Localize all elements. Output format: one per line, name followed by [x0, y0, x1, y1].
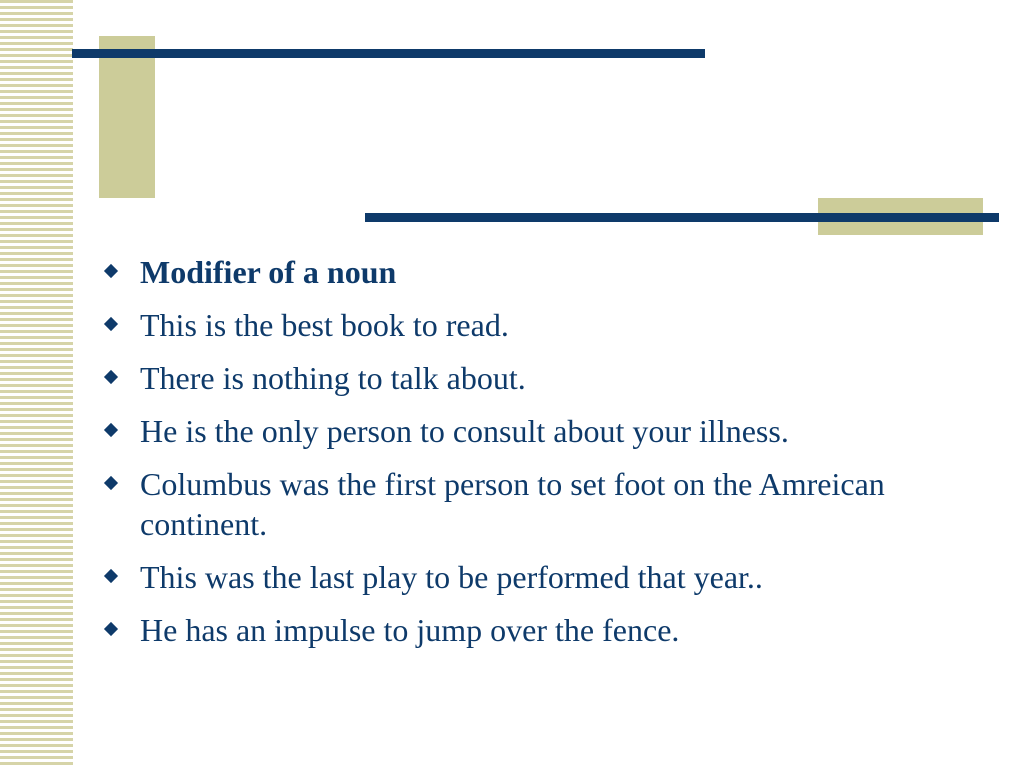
diamond-bullet-icon [104, 317, 118, 331]
decorative-olive-block-left [99, 36, 155, 198]
bullet-item [100, 252, 1000, 292]
bullet-item [100, 411, 1000, 451]
bullet-text: There is nothing to talk about. [140, 360, 526, 396]
decorative-navy-line-top [72, 49, 705, 58]
bullet-text: Columbus was the first person to set foot on the Amreican continent. [140, 466, 885, 542]
diamond-bullet-icon [104, 423, 118, 437]
diamond-bullet-icon [104, 569, 118, 583]
decorative-stripe-band [0, 0, 73, 768]
bullet-item [100, 610, 1000, 650]
bullet-item [100, 305, 1000, 345]
bullet-item [100, 464, 1000, 544]
diamond-bullet-icon [104, 476, 118, 490]
bullet-text: This was the last play to be performed that year.. [140, 559, 763, 595]
diamond-bullet-icon [104, 622, 118, 636]
bullet-item [100, 557, 1000, 597]
diamond-bullet-icon [104, 370, 118, 384]
diamond-bullet-icon [104, 264, 118, 278]
decorative-navy-line-bottom [365, 213, 999, 222]
bullet-text: Modifier of a noun [140, 254, 397, 290]
bullet-text: He has an impulse to jump over the fence. [140, 612, 680, 648]
bullet-text: This is the best book to read. [140, 307, 509, 343]
bullet-list [100, 252, 1000, 663]
bullet-text: He is the only person to consult about your illness. [140, 413, 789, 449]
bullet-item [100, 358, 1000, 398]
